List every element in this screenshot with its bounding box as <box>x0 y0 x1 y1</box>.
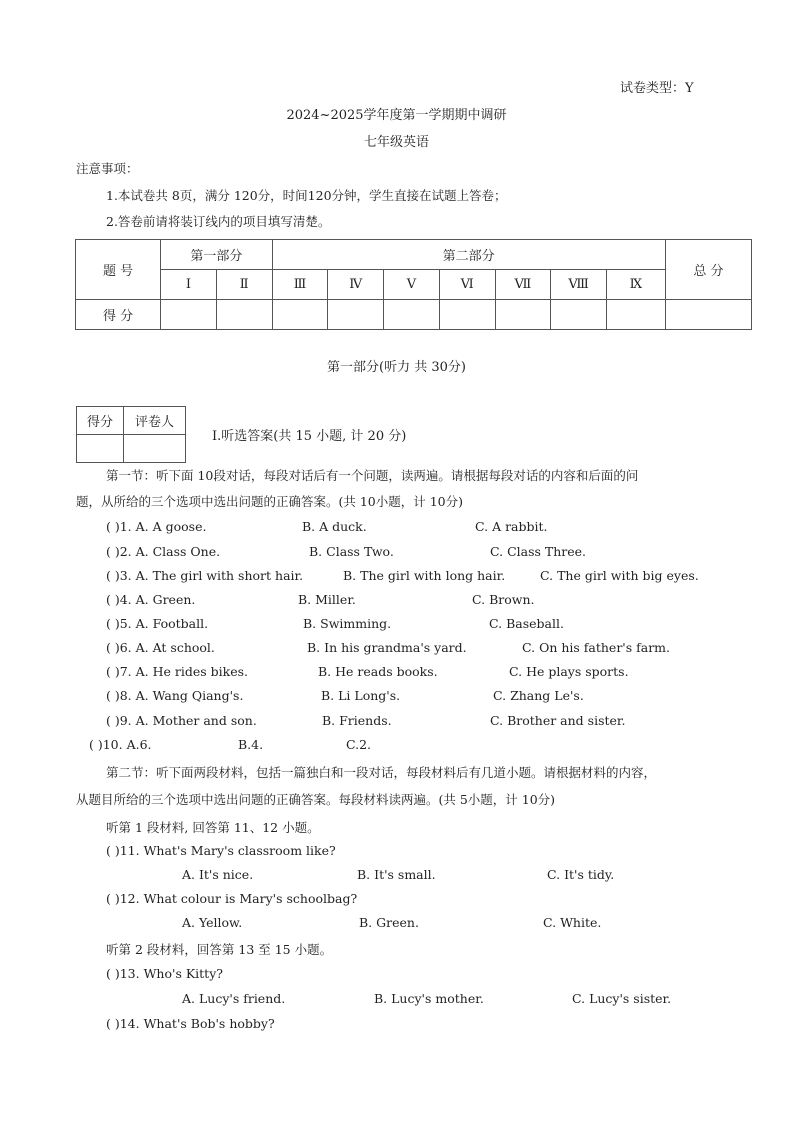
q9-option-b: B. Friends. <box>322 713 392 728</box>
q14-stem: ( )14. What's Bob's hobby? <box>106 1016 275 1031</box>
exam-title: 2024~2025学年度第一学期期中调研 <box>286 108 507 123</box>
q1-option-c: C. A rabbit. <box>475 519 548 534</box>
question-9 <box>0 713 793 733</box>
note-item-2: 2.答卷前请将装订线内的项目填写清楚。 <box>106 214 331 229</box>
q11-option-a: A. It's nice. <box>182 867 254 882</box>
score-cell[interactable] <box>495 300 551 330</box>
col-5: Ⅴ <box>384 270 440 300</box>
question-6 <box>0 640 793 660</box>
grader-box <box>76 406 186 463</box>
col-7: Ⅶ <box>495 270 551 300</box>
q1-option-b: B. A duck. <box>302 519 367 534</box>
col-8: Ⅷ <box>551 270 607 300</box>
score-cell[interactable] <box>439 300 495 330</box>
q5-option-c: C. Baseball. <box>489 616 564 631</box>
col-1: Ⅰ <box>161 270 217 300</box>
q12-stem: ( )12. What colour is Mary's schoolbag? <box>106 891 358 906</box>
score-cell[interactable] <box>384 300 440 330</box>
sec2-intro-line1: 第二节：听下面两段材料，包括一篇独白和一段对话，每段材料后有几道小题。请根据材料的内容， <box>106 765 657 780</box>
col-4: Ⅳ <box>328 270 384 300</box>
q2-option-c: C. Class Three. <box>490 544 587 559</box>
q10-option-a: ( )10. A.6. <box>89 737 152 752</box>
q9-option-a: ( )9. A. Mother and son. <box>106 713 257 728</box>
material-1-label: 听第 1 段材料, 回答第 11、12 小题。 <box>106 820 320 835</box>
q1-option-a: ( )1. A. A goose. <box>106 519 207 534</box>
part-one-heading: 第一部分(听力 共 30分) <box>327 360 466 375</box>
q8-option-b: B. Li Long's. <box>321 688 401 703</box>
q4-option-c: C. Brown. <box>472 592 535 607</box>
question-4 <box>0 592 793 612</box>
score-cell[interactable] <box>161 300 217 330</box>
q8-option-c: C. Zhang Le's. <box>493 688 584 703</box>
question-7 <box>0 664 793 684</box>
notes-heading: 注意事项： <box>76 161 139 176</box>
sec2-intro-line2: 从题目所给的三个选项中选出问题的正确答案。每段材料读两遍。(共 5小题，计 10分) <box>76 792 556 807</box>
q11-stem: ( )11. What's Mary's classroom like? <box>106 843 336 858</box>
total-cell[interactable] <box>665 300 751 330</box>
material-2-label: 听第 2 段材料，回答第 13 至 15 小题。 <box>106 942 333 957</box>
q5-option-b: B. Swimming. <box>303 616 392 631</box>
sec1-intro-line2: 题，从所给的三个选项中选出问题的正确答案。(共 10小题，计 10分) <box>76 494 464 509</box>
question-13-stem <box>0 966 793 986</box>
grader-score-cell[interactable] <box>77 435 124 463</box>
question-10 <box>0 737 793 757</box>
q3-option-c: C. The girl with big eyes. <box>540 568 699 583</box>
q7-option-a: ( )7. A. He rides bikes. <box>106 664 248 679</box>
score-cell[interactable] <box>607 300 666 330</box>
q10-option-c: C.2. <box>346 737 372 752</box>
question-3 <box>0 568 793 588</box>
total-header: 总 分 <box>665 240 751 300</box>
q2-option-b: B. Class Two. <box>309 544 394 559</box>
q7-option-c: C. He plays sports. <box>509 664 629 679</box>
q9-option-c: C. Brother and sister. <box>490 713 626 728</box>
col-9: Ⅸ <box>607 270 666 300</box>
q6-option-c: C. On his father's farm. <box>522 640 671 655</box>
note-item-1: 1.本试卷共 8页，满分 120分，时间120分钟，学生直接在试题上答卷； <box>106 188 507 203</box>
question-12-stem <box>0 891 793 911</box>
q13-option-b: B. Lucy's mother. <box>374 991 484 1006</box>
q13-stem: ( )13. Who's Kitty? <box>106 966 223 981</box>
section-title: Ⅰ.听选答案(共 15 小题, 计 20 分) <box>212 429 407 444</box>
question-11-options <box>0 867 793 887</box>
q8-option-a: ( )8. A. Wang Qiang's. <box>106 688 244 703</box>
q11-option-c: C. It's tidy. <box>547 867 615 882</box>
part-two-header: 第二部分 <box>272 240 665 270</box>
q10-option-b: B.4. <box>238 737 264 752</box>
q12-option-c: C. White. <box>543 915 602 930</box>
question-12-options <box>0 915 793 935</box>
q12-option-b: B. Green. <box>359 915 419 930</box>
q7-option-b: B. He reads books. <box>318 664 438 679</box>
q12-option-a: A. Yellow. <box>182 915 243 930</box>
question-5 <box>0 616 793 636</box>
q4-option-b: B. Miller. <box>298 592 356 607</box>
grader-score-label: 得分 <box>77 407 124 435</box>
q5-option-a: ( )5. A. Football. <box>106 616 209 631</box>
question-1 <box>0 519 793 539</box>
score-cell[interactable] <box>216 300 272 330</box>
score-cell[interactable] <box>551 300 607 330</box>
q2-option-a: ( )2. A. Class One. <box>106 544 221 559</box>
grader-name-label: 评卷人 <box>124 407 186 435</box>
score-cell[interactable] <box>328 300 384 330</box>
question-11-stem <box>0 843 793 863</box>
grader-name-cell[interactable] <box>124 435 186 463</box>
q4-option-a: ( )4. A. Green. <box>106 592 196 607</box>
question-number-header: 题 号 <box>76 240 161 300</box>
sec1-intro-line1: 第一节：听下面 10段对话，每段对话后有一个问题，读两遍。请根据每段对话的内容和后面的问 <box>106 468 639 483</box>
question-8 <box>0 688 793 708</box>
q3-option-b: B. The girl with long hair. <box>343 568 506 583</box>
col-6: Ⅵ <box>439 270 495 300</box>
score-cell[interactable] <box>272 300 328 330</box>
q13-option-c: C. Lucy's sister. <box>572 991 672 1006</box>
part-one-header: 第一部分 <box>161 240 272 270</box>
q3-option-a: ( )3. A. The girl with short hair. <box>106 568 304 583</box>
paper-type: 试卷类型：Y <box>620 81 694 96</box>
score-table <box>75 239 752 330</box>
q11-option-b: B. It's small. <box>357 867 436 882</box>
q6-option-a: ( )6. A. At school. <box>106 640 215 655</box>
question-13-options <box>0 991 793 1011</box>
score-row-label: 得 分 <box>76 300 161 330</box>
q13-option-a: A. Lucy's friend. <box>182 991 286 1006</box>
question-14-stem <box>0 1016 793 1036</box>
q6-option-b: B. In his grandma's yard. <box>307 640 467 655</box>
col-3: Ⅲ <box>272 270 328 300</box>
question-2 <box>0 544 793 564</box>
exam-subtitle: 七年级英语 <box>363 135 429 150</box>
col-2: Ⅱ <box>216 270 272 300</box>
